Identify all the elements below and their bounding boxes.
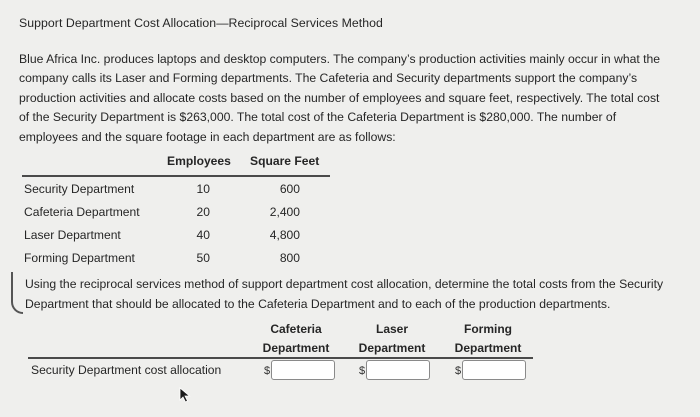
employees-value: 10 bbox=[196, 182, 210, 196]
dollar-sign: $ bbox=[455, 365, 462, 377]
question-bracket bbox=[11, 272, 23, 314]
column-header-line: Cafeteria bbox=[270, 322, 322, 336]
answer-header-divider bbox=[28, 357, 533, 359]
description-line: of the Security Department is $263,000. The total cost of the Cafeteria Department is $280,000. The number of bbox=[19, 110, 617, 125]
mouse-pointer-icon bbox=[179, 387, 191, 403]
department-name: Laser Department bbox=[24, 228, 121, 242]
cafeteria-allocation-input[interactable] bbox=[271, 360, 335, 380]
table-header bbox=[22, 154, 330, 174]
square-feet-value: 4,800 bbox=[269, 228, 300, 242]
description-line: production activities and allocate costs based on the number of employees and square feet, respectively. The total cost bbox=[19, 90, 660, 105]
table-row bbox=[22, 223, 330, 246]
square-feet-value: 800 bbox=[279, 251, 300, 265]
employees-column-header: Employees bbox=[167, 154, 231, 168]
dollar-sign: $ bbox=[359, 365, 366, 377]
question-prompt bbox=[25, 275, 675, 314]
prompt-line: Department that should be allocated to the Cafeteria Department and to each of the production departments. bbox=[25, 296, 611, 311]
square-feet-value: 2,400 bbox=[269, 205, 300, 219]
security-allocation-row-label: Security Department cost allocation bbox=[31, 363, 222, 377]
square-feet-value: 600 bbox=[279, 182, 300, 196]
forming-column-header bbox=[446, 320, 530, 358]
question-title: Support Department Cost Allocation—Reciprocal Services Method bbox=[19, 16, 383, 30]
department-data-table bbox=[22, 154, 330, 269]
employees-value: 40 bbox=[196, 228, 210, 242]
dollar-sign: $ bbox=[264, 365, 271, 377]
laser-column-header bbox=[350, 320, 434, 358]
description-line: company calls its Laser and Forming departments. The Cafeteria and Security departments support the company’s bbox=[19, 71, 638, 86]
employees-value: 20 bbox=[196, 205, 210, 219]
employees-value: 50 bbox=[196, 251, 210, 265]
column-header-line: Department bbox=[262, 341, 330, 355]
column-header-line: Forming bbox=[464, 322, 512, 336]
cafeteria-column-header bbox=[254, 320, 338, 358]
description-line: Blue Africa Inc. produces laptops and desktop computers. The company’s production activities mainly occur in what the bbox=[19, 52, 661, 66]
column-header-line: Department bbox=[358, 341, 426, 355]
forming-allocation-input[interactable] bbox=[462, 360, 526, 380]
department-name: Cafeteria Department bbox=[24, 205, 140, 219]
square-feet-column-header: Square Feet bbox=[250, 154, 320, 168]
prompt-line: Using the reciprocal services method of support department cost allocation, determine the total costs from the Security bbox=[25, 277, 664, 291]
department-name: Security Department bbox=[24, 182, 135, 196]
description-line: employees and the square footage in each department are as follows: bbox=[19, 129, 396, 144]
table-row bbox=[22, 177, 330, 200]
laser-allocation-input[interactable] bbox=[366, 360, 430, 380]
table-row bbox=[22, 246, 330, 269]
column-header-line: Laser bbox=[375, 322, 409, 336]
problem-description bbox=[19, 50, 681, 147]
table-row bbox=[22, 200, 330, 223]
column-header-line: Department bbox=[454, 341, 522, 355]
department-name: Forming Department bbox=[24, 251, 135, 265]
